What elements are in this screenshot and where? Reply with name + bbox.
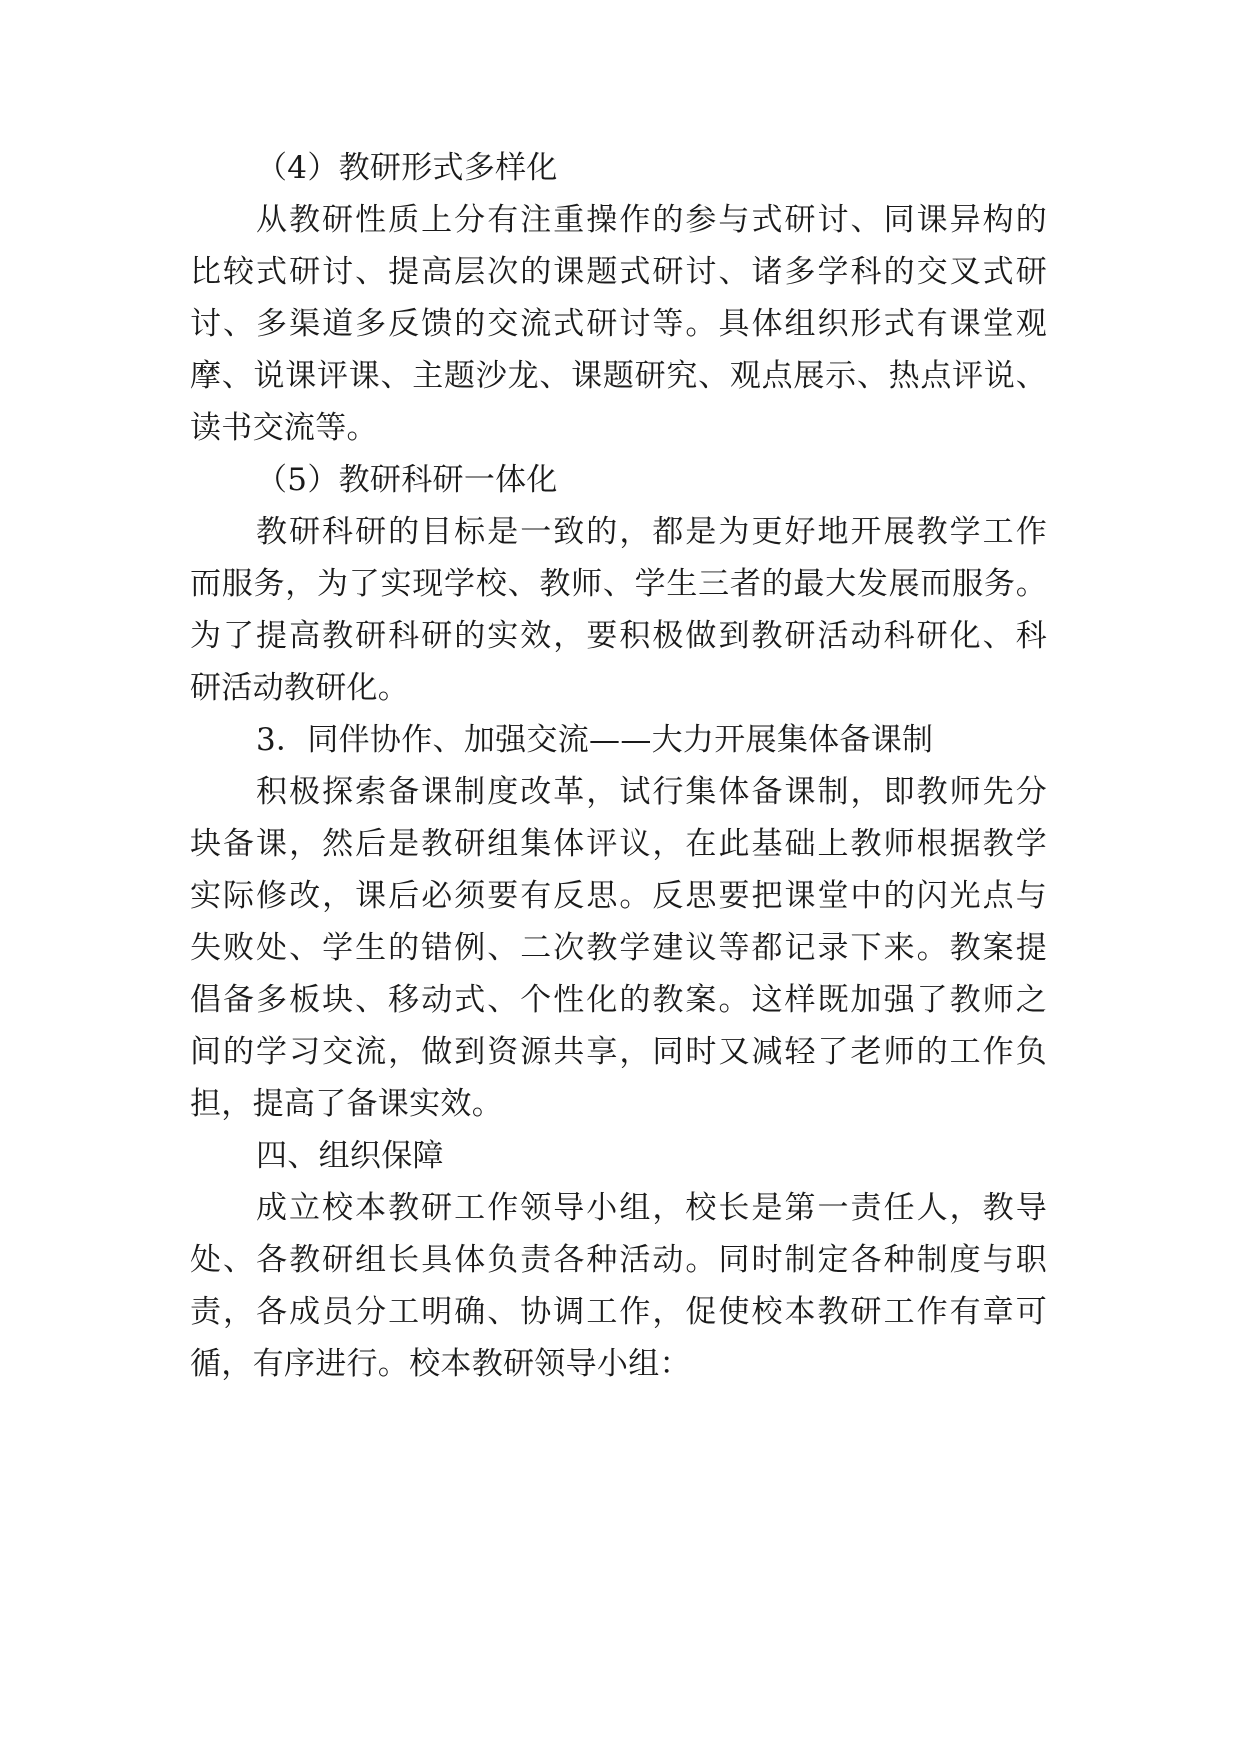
paragraph-line: 担，提高了备课实效。	[190, 1086, 503, 1122]
paragraph-line: 研活动教研化。	[190, 670, 410, 706]
paragraph-line: 为了提高教研科研的实效，要积极做到教研活动科研化、科	[190, 618, 1047, 654]
paragraph-line: 块备课，然后是教研组集体评议，在此基础上教师根据教学	[190, 826, 1047, 862]
paragraph-line: 循，有序进行。校本教研领导小组：	[190, 1346, 691, 1382]
paragraph-line: 失败处、学生的错例、二次教学建议等都记录下来。教案提	[190, 930, 1047, 966]
paragraph-line: 比较式研讨、提高层次的课题式研讨、诸多学科的交叉式研	[190, 254, 1047, 290]
paragraph-line: 处、各教研组长具体负责各种活动。同时制定各种制度与职	[190, 1242, 1047, 1278]
paragraph-line: 倡备多板块、移动式、个性化的教案。这样既加强了教师之	[190, 982, 1047, 1018]
paragraph-line: 成立校本教研工作领导小组，校长是第一责任人，教导	[256, 1190, 1047, 1226]
paragraph-line: 责，各成员分工明确、协调工作，促使校本教研工作有章可	[190, 1294, 1047, 1330]
paragraph-line: 讨、多渠道多反馈的交流式研讨等。具体组织形式有课堂观	[190, 306, 1047, 342]
paragraph-line: 摩、说课评课、主题沙龙、课题研究、观点展示、热点评说、	[190, 358, 1047, 394]
paragraph-line: 而服务，为了实现学校、教师、学生三者的最大发展而服务。	[190, 566, 1047, 602]
heading-4-teaching-research-forms: （4）教研形式多样化	[256, 150, 558, 186]
paragraph-line: 从教研性质上分有注重操作的参与式研讨、同课异构的	[256, 202, 1047, 238]
heading-3-collaboration: 3．同伴协作、加强交流——大力开展集体备课制	[256, 722, 934, 758]
heading-5-integration: （5）教研科研一体化	[256, 462, 558, 498]
paragraph-line: 间的学习交流，做到资源共享，同时又减轻了老师的工作负	[190, 1034, 1047, 1070]
paragraph-line: 实际修改，课后必须要有反思。反思要把课堂中的闪光点与	[190, 878, 1047, 914]
paragraph-line: 教研科研的目标是一致的，都是为更好地开展教学工作	[256, 514, 1047, 550]
paragraph-line: 读书交流等。	[190, 410, 378, 446]
paragraph-line: 积极探索备课制度改革，试行集体备课制，即教师先分	[256, 774, 1047, 810]
heading-organizational-guarantee: 四、组织保障	[256, 1138, 444, 1174]
